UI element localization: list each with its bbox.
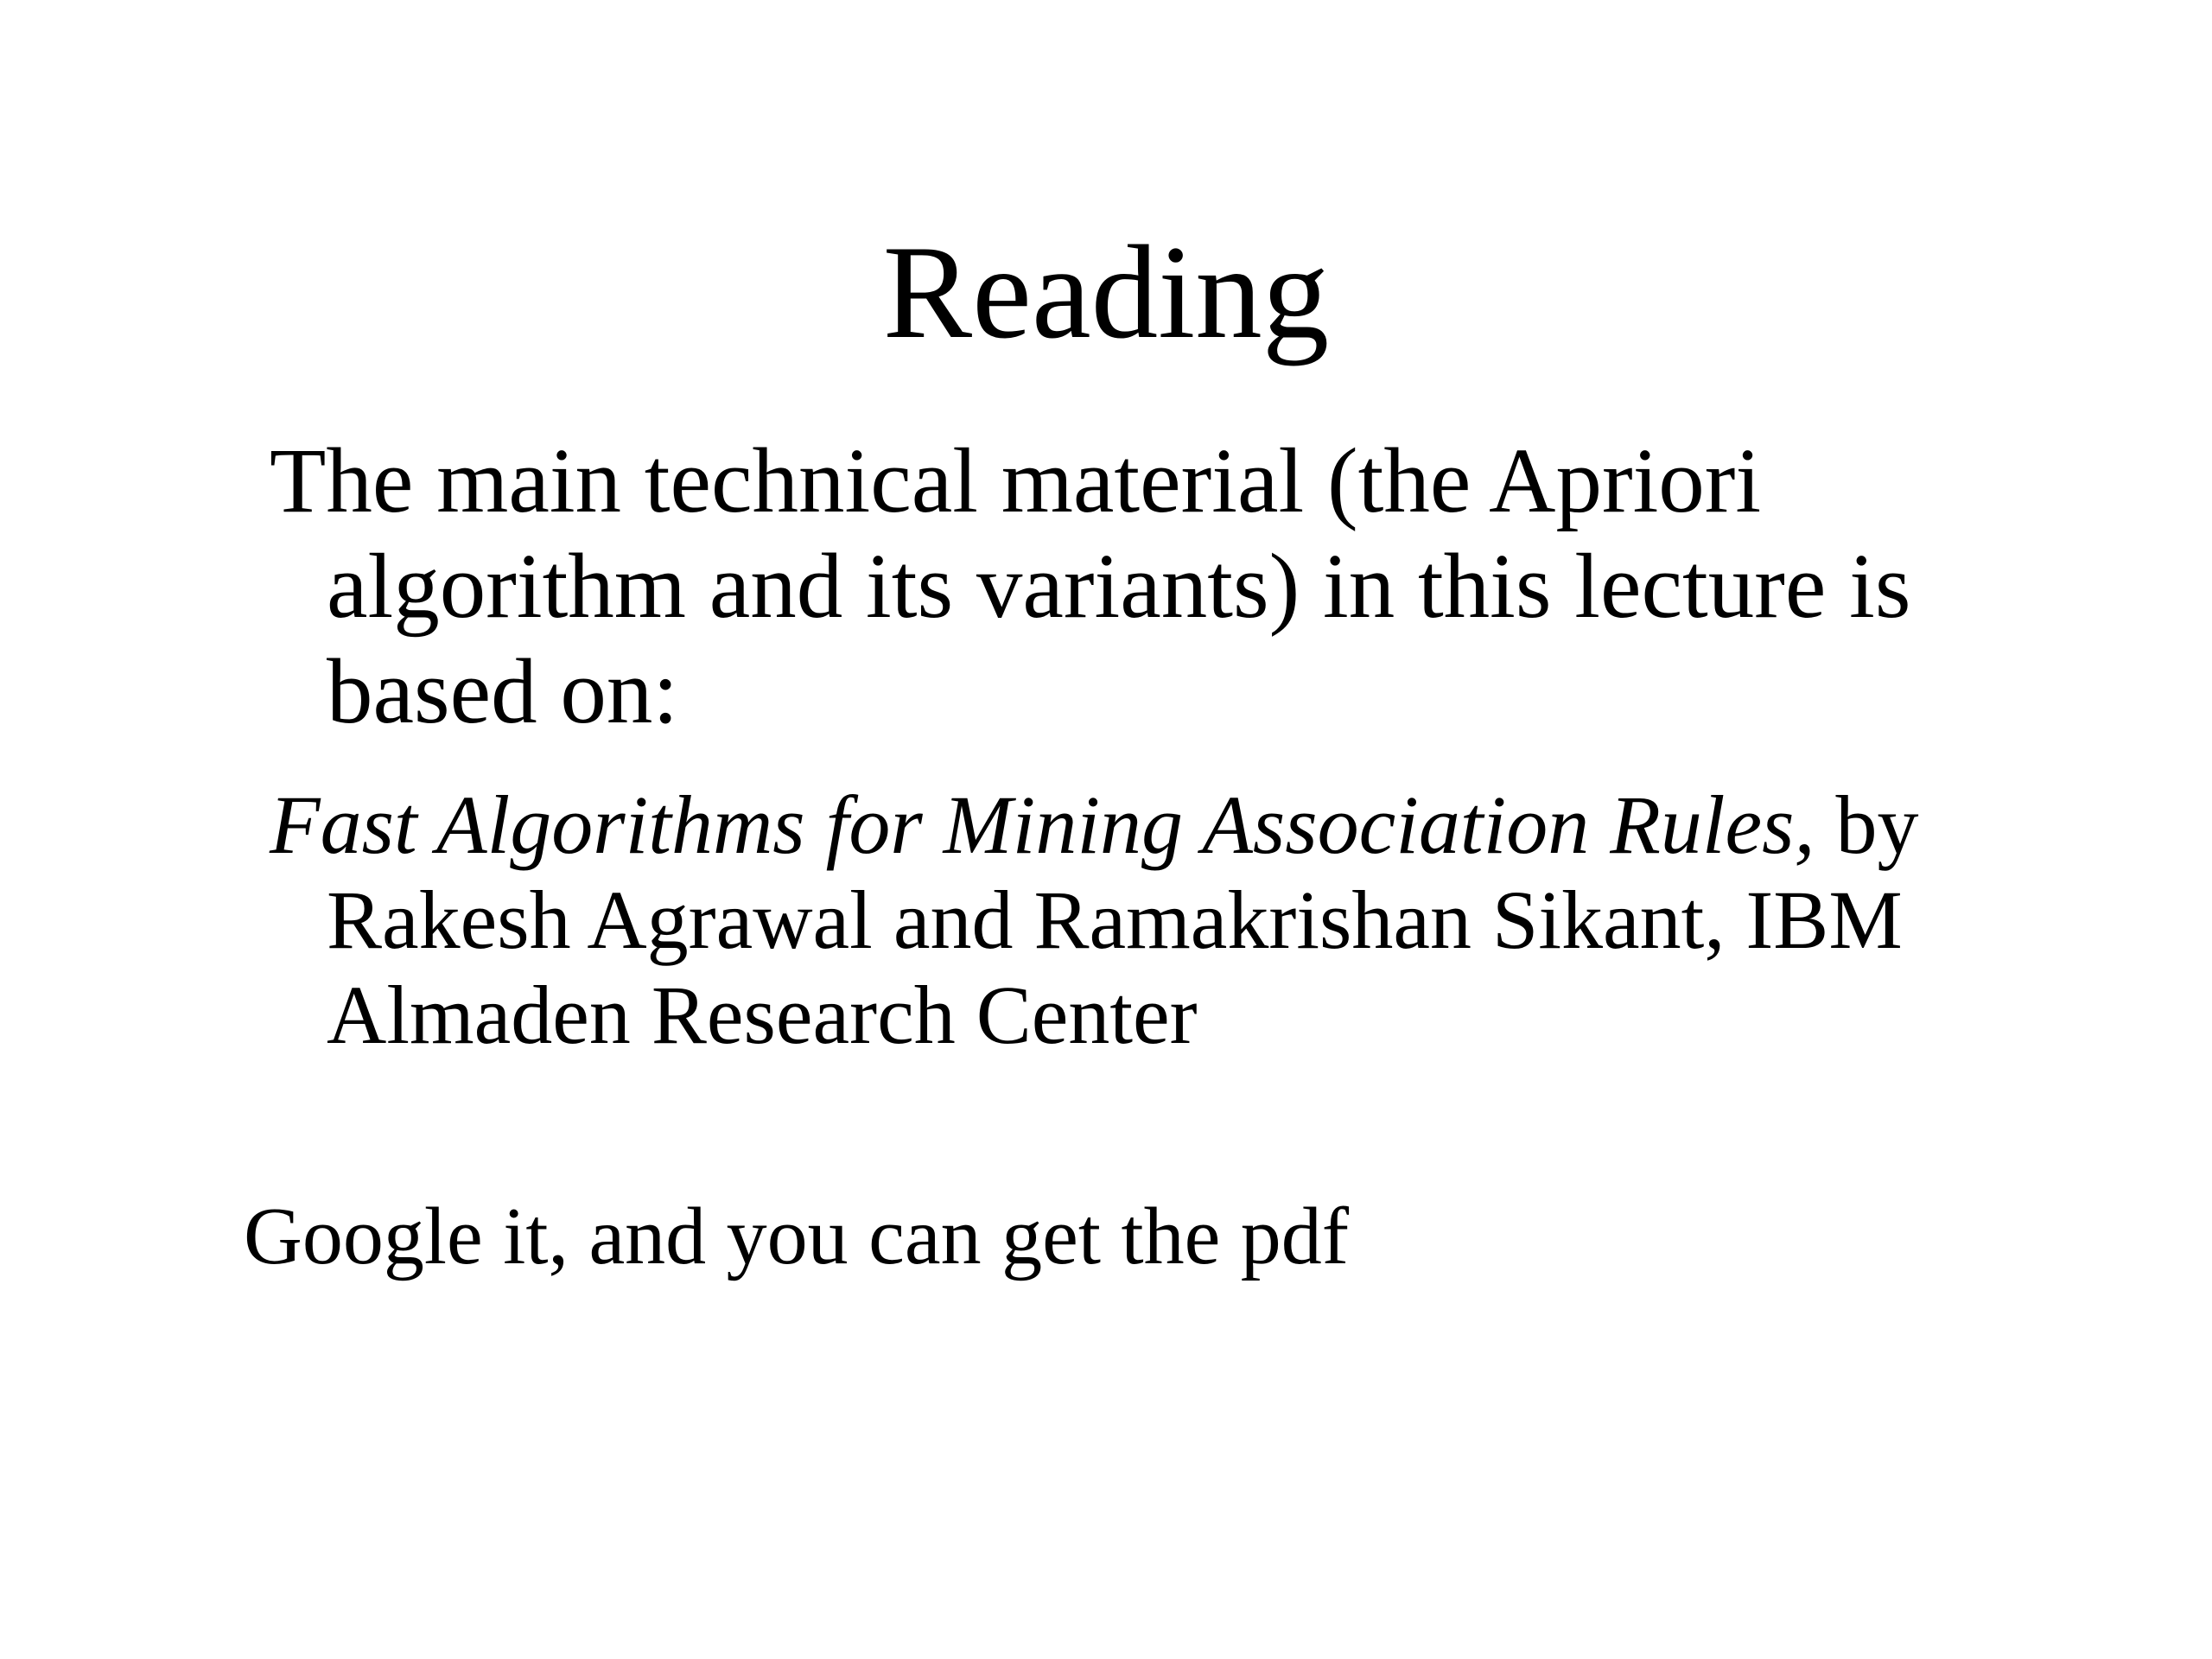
paper-title: Fast Algorithms for Mining Association Rules,	[270, 779, 1815, 871]
slide-title: Reading	[882, 218, 1330, 366]
intro-text: The main technical material (the Apriori algorithm and its variants) in this lecture is based on:	[270, 430, 1911, 743]
citation-text	[270, 778, 2119, 1063]
note-text: Google it, and you can get the pdf	[244, 1192, 1350, 1281]
intro-paragraph	[270, 429, 2119, 745]
paper-authors: by Rakesh Agrawal and Ramakrishan Sikant, IBM Almaden Research Center	[327, 779, 1919, 1061]
citation-paragraph	[270, 778, 2119, 1063]
